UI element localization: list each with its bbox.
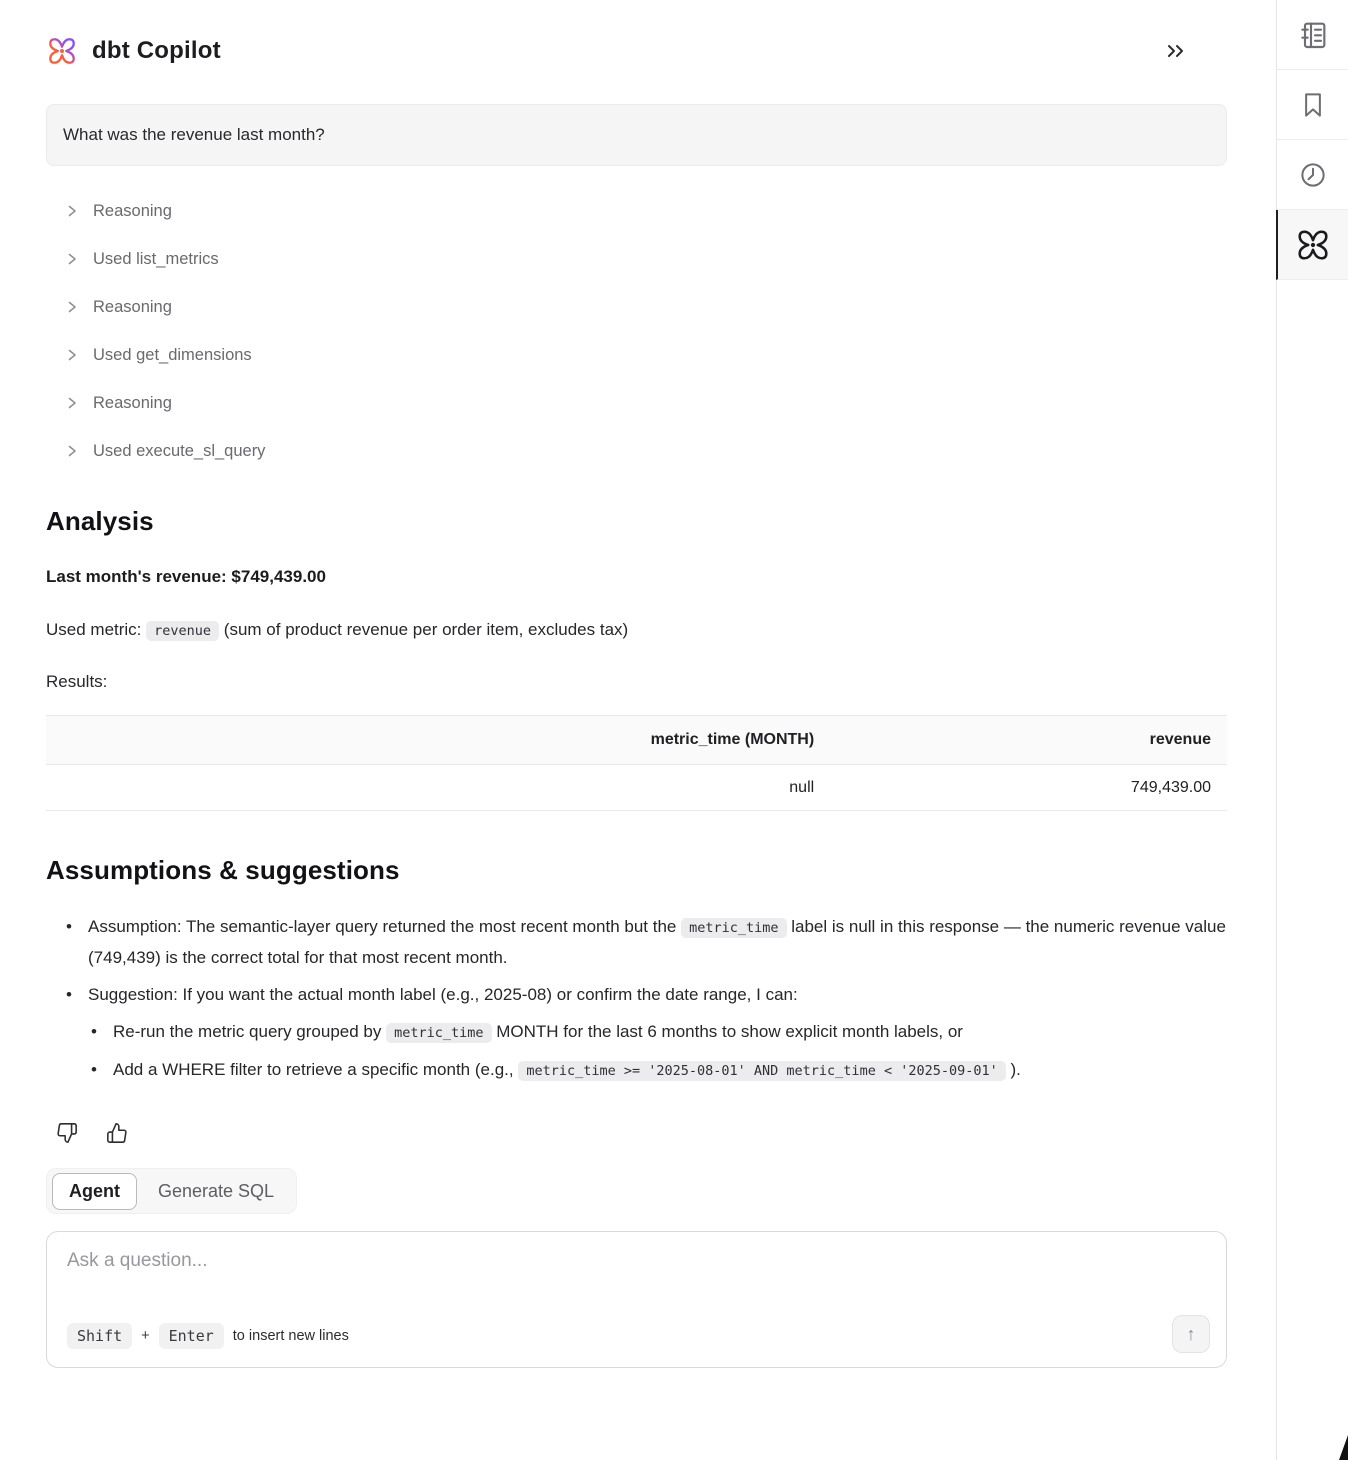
tab-generate-sql[interactable]: Generate SQL bbox=[158, 1180, 275, 1201]
table-row bbox=[46, 765, 1227, 811]
chevron-right-icon bbox=[65, 396, 79, 410]
assumption-text-pre: Assumption: The semantic-layer query returned the most recent month but the bbox=[88, 917, 682, 936]
right-icon-sidebar bbox=[1276, 0, 1348, 1460]
sidebar-item-dbt-copilot[interactable] bbox=[1276, 210, 1348, 280]
enter-key-chip: Enter bbox=[159, 1323, 224, 1349]
clock-icon bbox=[1298, 160, 1328, 190]
assumption-text-post: label is null in this response — the numeric revenue value (749,439) is the correct total for that most recent month. bbox=[88, 917, 1226, 967]
suggestion-bullet bbox=[46, 980, 1227, 1086]
feedback-bar bbox=[56, 1122, 1227, 1144]
sub1-text-pre: Re-run the metric query grouped by bbox=[113, 1022, 387, 1041]
step-label: Used get_dimensions bbox=[93, 345, 252, 364]
mode-tabs bbox=[46, 1168, 297, 1214]
shift-key-chip: Shift bbox=[67, 1323, 132, 1349]
sidebar-item-bookmark[interactable] bbox=[1277, 70, 1348, 140]
sidebar-item-notebook[interactable] bbox=[1277, 0, 1348, 70]
composer-hint bbox=[67, 1323, 349, 1349]
chevron-right-icon bbox=[65, 348, 79, 362]
hint-text: to insert new lines bbox=[232, 1328, 349, 1344]
step-reasoning-2[interactable] bbox=[65, 298, 1227, 316]
step-label: Reasoning bbox=[93, 393, 172, 412]
used-metric-prefix: Used metric: bbox=[46, 620, 142, 639]
assumptions-list bbox=[46, 912, 1227, 1086]
dbt-logo-icon bbox=[46, 36, 78, 66]
results-label: Results: bbox=[46, 672, 108, 691]
analysis-heading: Analysis bbox=[46, 506, 154, 536]
step-used-get-dimensions[interactable] bbox=[65, 346, 1227, 364]
metric-time-chip: metric_time bbox=[386, 1023, 491, 1043]
suggestion-text: Suggestion: If you want the actual month label (e.g., 2025-08) or confirm the date range, I can: bbox=[88, 985, 798, 1004]
question-input[interactable] bbox=[67, 1250, 1206, 1272]
assumptions-heading: Assumptions & suggestions bbox=[46, 855, 400, 885]
step-reasoning-1[interactable] bbox=[65, 202, 1227, 220]
chevron-right-icon bbox=[65, 252, 79, 266]
bookmark-icon bbox=[1298, 90, 1328, 120]
used-metric-line bbox=[46, 620, 1227, 640]
step-used-execute-sl-query[interactable] bbox=[65, 442, 1227, 460]
sidebar-item-history[interactable] bbox=[1277, 140, 1348, 210]
step-label: Reasoning bbox=[93, 297, 172, 316]
step-used-list-metrics[interactable] bbox=[65, 250, 1227, 268]
step-reasoning-3[interactable] bbox=[65, 394, 1227, 412]
send-button[interactable] bbox=[1172, 1315, 1210, 1353]
metric-time-chip: metric_time bbox=[681, 918, 786, 938]
cell-metric-time: null bbox=[789, 778, 815, 796]
sub2-text-post: ). bbox=[1010, 1060, 1021, 1079]
sub1-text-post: MONTH for the last 6 months to show explicit month labels, or bbox=[496, 1022, 963, 1041]
chevron-right-icon bbox=[65, 300, 79, 314]
user-question-text: What was the revenue last month? bbox=[63, 125, 325, 144]
suggestion-sub-item bbox=[88, 1055, 1227, 1086]
step-label: Used list_metrics bbox=[93, 249, 219, 268]
thumbs-down-icon[interactable] bbox=[56, 1122, 78, 1144]
chevron-right-icon bbox=[65, 444, 79, 458]
user-question-bubble bbox=[46, 104, 1227, 166]
column-header-revenue: revenue bbox=[1149, 731, 1211, 748]
tab-agent[interactable]: Agent bbox=[52, 1173, 137, 1210]
suggestion-sub-item bbox=[88, 1017, 1227, 1048]
cell-revenue: 749,439.00 bbox=[1130, 778, 1211, 796]
page-title: dbt Copilot bbox=[92, 37, 221, 64]
chevron-right-icon bbox=[65, 204, 79, 218]
results-table bbox=[46, 715, 1227, 811]
plus-sign: + bbox=[141, 1328, 150, 1344]
send-arrow-icon: ↑ bbox=[1186, 1323, 1196, 1344]
panel-header bbox=[46, 36, 1227, 66]
collapse-panel-icon[interactable] bbox=[1163, 38, 1189, 64]
dbt-copilot-icon bbox=[1296, 228, 1330, 262]
step-label: Used execute_sl_query bbox=[93, 441, 266, 460]
revenue-summary: Last month's revenue: $749,439.00 bbox=[46, 567, 326, 586]
used-metric-suffix: (sum of product revenue per order item, excludes tax) bbox=[223, 620, 629, 639]
metric-code-chip: revenue bbox=[146, 621, 219, 641]
assumption-bullet bbox=[46, 912, 1227, 973]
step-label: Reasoning bbox=[93, 201, 172, 220]
composer bbox=[46, 1231, 1227, 1368]
where-filter-code-chip: metric_time >= '2025-08-01' AND metric_time < '2025-09-01' bbox=[518, 1061, 1005, 1081]
thumbs-up-icon[interactable] bbox=[106, 1122, 128, 1144]
agent-steps-list bbox=[65, 202, 1227, 460]
column-header-metric-time: metric_time (MONTH) bbox=[650, 731, 815, 748]
mouse-cursor bbox=[1339, 1435, 1348, 1460]
notebook-icon bbox=[1297, 19, 1329, 51]
sub2-text-pre: Add a WHERE filter to retrieve a specific month (e.g., bbox=[113, 1060, 519, 1079]
suggestion-sublist bbox=[88, 1017, 1227, 1086]
results-table-header-row bbox=[46, 716, 1227, 765]
